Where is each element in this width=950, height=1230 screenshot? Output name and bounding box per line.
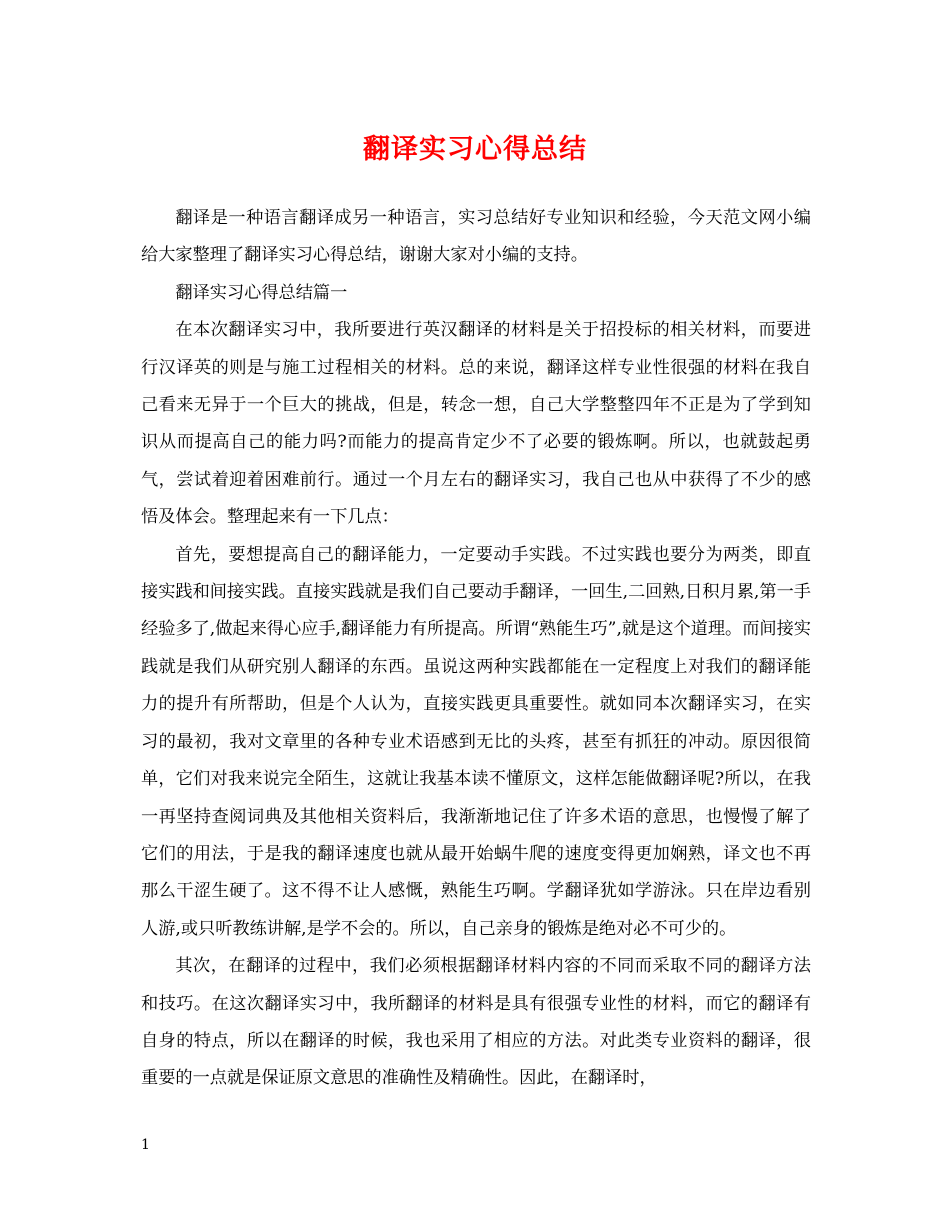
section-heading: 翻译实习心得总结篇一 bbox=[175, 282, 348, 303]
intro-paragraph: 翻译是一种语言翻译成另一种语言，实习总结好专业知识和经验，今天范文网小编给大家整理了翻译实习心得总结，谢谢大家对小编的支持。 bbox=[141, 208, 811, 266]
page-number: 1 bbox=[141, 1137, 150, 1153]
document-body bbox=[141, 200, 811, 1098]
document-title: 翻译实习心得总结 bbox=[363, 134, 587, 165]
body-paragraph: 在本次翻译实习中，我所要进行英汉翻译的材料是关于招投标的相关材料，而要进行汉译英的则是与施工过程相关的材料。总的来说，翻译这样专业性很强的材料在我自己看来无异于一个巨大的挑战，但是，转念一想，自己大学整整四年不正是为了学到知识从而提高自己的能力吗?而能力的提高肯定少不了必要的锻炼啊。所以，也就鼓起勇气，尝试着迎着困难前行。通过一个月左右的翻译实习，我自己也从中获得了不少的感悟及体会。整理起来有一下几点： bbox=[141, 320, 811, 528]
body-paragraph: 首先，要想提高自己的翻译能力，一定要动手实践。不过实践也要分为两类，即直接实践和间接实践。直接实践就是我们自己要动手翻译，一回生,二回熟,日积月累,第一手经验多了,做起来得心应手,翻译能力有所提高。所谓“熟能生巧”,就是这个道理。而间接实践就是我们从研究别人翻译的东西。虽说这两种实践都能在一定程度上对我们的翻译能力的提升有所帮助，但是个人认为，直接实践更具重要性。就如同本次翻译实习，在实习的最初，我对文章里的各种专业术语感到无比的头疼，甚至有抓狂的冲动。原因很简单，它们对我来说完全陌生，这就让我基本读不懂原文，这样怎能做翻译呢?所以，在我一再坚持查阅词典及其他相关资料后，我渐渐地记住了许多术语的意思，也慢慢了解了它们的用法，于是我的翻译速度也就从最开始蜗牛爬的速度变得更加娴熟，译文也不再那么干涩生硬了。这不得不让人感慨，熟能生巧啊。学翻译犹如学游泳。只在岸边看别人游,或只听教练讲解,是学不会的。所以，自己亲身的锻炼是绝对必不可少的。 bbox=[141, 544, 811, 939]
body-paragraph: 其次，在翻译的过程中，我们必须根据翻译材料内容的不同而采取不同的翻译方法和技巧。在这次翻译实习中，我所翻译的材料是具有很强专业性的材料，而它的翻译有自身的特点，所以在翻译的时候，我也采用了相应的方法。对此类专业资料的翻译，很重要的一点就是保证原文意思的准确性及精确性。因此，在翻译时， bbox=[141, 956, 811, 1089]
